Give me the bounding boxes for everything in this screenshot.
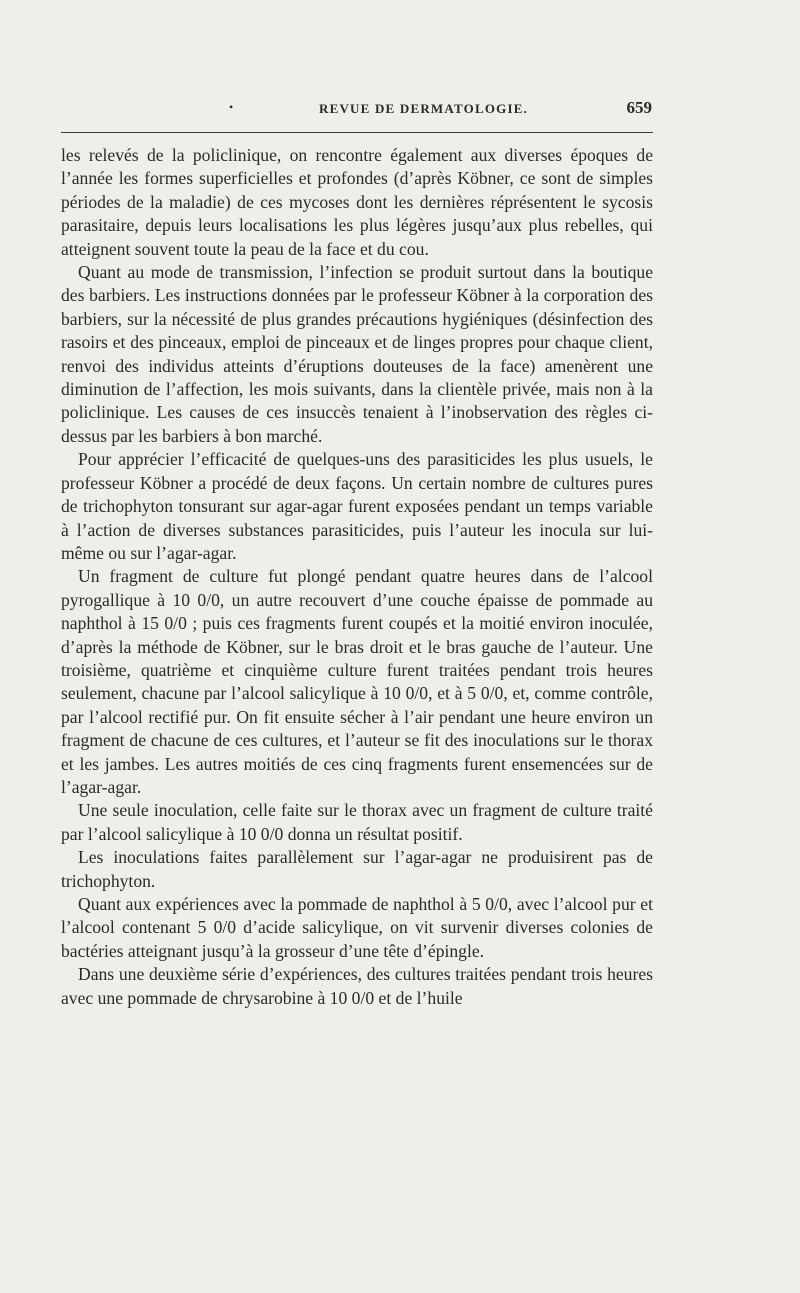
paragraph: Quant au mode de transmission, l’infection se produit surtout dans la boutique des barbiers. Les instructions données par le professeur Köbner à la corporation des barbiers, sur la nécessité de plus grandes précautions hygiéniques (désinfection des rasoirs et des pinceaux, emploi de pinceaux et de linges propres pour chaque client, renvoi des individus atteints d’éruptions douteuses de la face) amenèrent une diminution de l’affection, les mois suivants, dans la clientèle privée, mais non à la policlinique. Les causes de ces insuccès tenaient à l’inobservation des règles ci-dessus par les barbiers à bon marché. xyxy=(61,262,653,446)
header-marker: • xyxy=(229,100,234,114)
paragraph: Un fragment de culture fut plongé pendant quatre heures dans de l’alcool pyrogallique à 10 0/0, un autre recouvert d’une couche épaisse de pommade au naphthol à 15 0/0 ; puis ces fragments furent coupés et la moitié environ inoculée, d’après la méthode de Köbner, sur le bras droit et le bras gauche de l’auteur. Une troisième, quatrième et cinquième culture furent traitées pendant trois heures seulement, chacune par l’alcool salicylique à 10 0/0, et à 5 0/0, et, comme contrôle, par l’alcool rectifié pur. On fit ensuite sécher à l’air pendant une heure environ un fragment de chacune de ces cultures, et l’auteur se fit des inoculations sur le thorax et les jambes. Les autres moitiés de ces cinq fragments furent ensemencées sur de l’agar-agar. xyxy=(61,566,653,797)
paragraph: Une seule inoculation, celle faite sur le thorax avec un fragment de culture traité par l’alcool salicylique à 10 0/0 donna un résultat positif. xyxy=(61,800,653,844)
header-rule xyxy=(61,132,653,133)
page-number: 659 xyxy=(626,98,652,117)
journal-title: REVUE DE DERMATOLOGIE. xyxy=(319,101,529,116)
paragraph: Quant aux expériences avec la pommade de naphthol à 5 0/0, avec l’alcool pur et l’alcool contenant 5 0/0 d’acide salicylique, on vit survenir diverses colonies de bactéries atteignant jusqu’à la grosseur d’une tête d’épingle. xyxy=(61,894,653,961)
body-text xyxy=(61,144,653,1010)
paragraph: Pour apprécier l’efficacité de quelques-uns des parasiticides les plus usuels, le professeur Köbner a procédé de deux façons. Un certain nombre de cultures pures de trichophyton tonsurant sur agar-agar furent exposées pendant un temps variable à l’action de diverses substances parasiticides, puis l’auteur les inocula sur lui-même ou sur l’agar-agar. xyxy=(61,449,653,563)
paragraph: Les inoculations faites parallèlement sur l’agar-agar ne produisirent pas de trichophyton. xyxy=(61,847,653,891)
paragraph: Dans une deuxième série d’expériences, des cultures traitées pendant trois heures avec une pommade de chrysarobine à 10 0/0 et de l’huile xyxy=(61,964,653,1008)
running-head xyxy=(61,98,652,120)
paragraph: les relevés de la policlinique, on rencontre également aux diverses époques de l’année les formes superficielles et profondes (d’après Köbner, ce sont de simples périodes de la maladie) de ces mycoses dont les dernières réprésentent le sycosis parasitaire, depuis leurs localisations les plus légères jusqu’aux plus rebelles, qui atteignent souvent toute la peau de la face et du cou. xyxy=(61,145,653,259)
